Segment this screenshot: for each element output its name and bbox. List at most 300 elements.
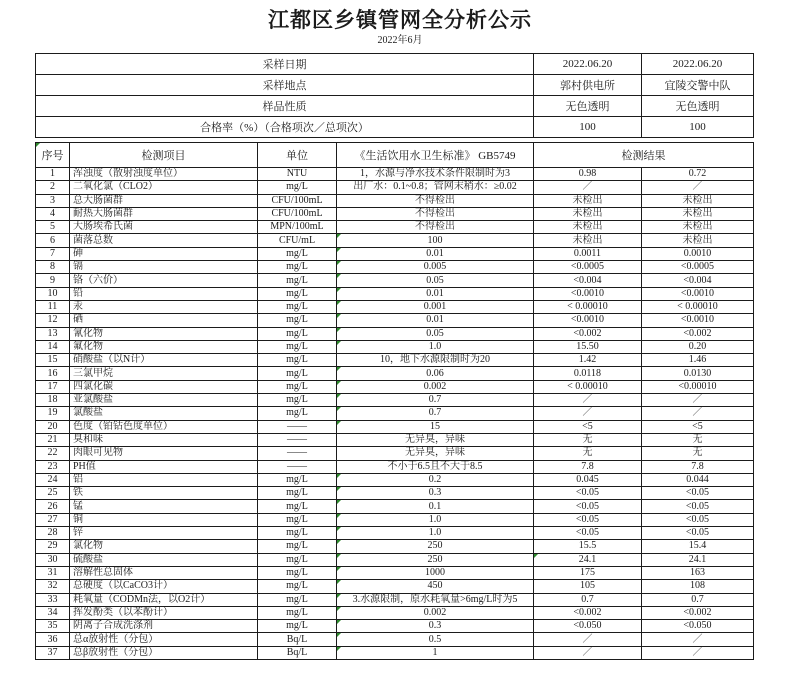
result-location-1 xyxy=(534,234,642,247)
row-number xyxy=(36,261,70,274)
row-number xyxy=(36,593,70,606)
excel-flag-icon xyxy=(337,248,341,252)
table-row xyxy=(36,168,754,181)
unit-value xyxy=(258,287,337,300)
table-row xyxy=(36,274,754,287)
result-location-2 xyxy=(642,221,754,234)
row-number-text: 23 xyxy=(47,460,58,472)
result-location-1 xyxy=(534,620,642,633)
unit-value xyxy=(258,500,337,513)
unit-value xyxy=(258,207,337,220)
result-location-2-text: <0.05 xyxy=(685,513,710,525)
table-row xyxy=(36,340,754,353)
info-value-1: 100 xyxy=(534,117,642,138)
standard-value xyxy=(337,513,534,526)
table-row xyxy=(36,420,754,433)
unit-value-text: mg/L xyxy=(286,553,308,565)
standard-value-text: 0.3 xyxy=(428,487,442,499)
unit-value-text: Bq/L xyxy=(286,646,308,658)
info-label: 采样日期 xyxy=(36,54,534,75)
standard-value-text: 0.5 xyxy=(428,633,442,645)
unit-value xyxy=(258,380,337,393)
row-number xyxy=(36,620,70,633)
excel-flag-icon xyxy=(337,367,341,371)
result-location-2 xyxy=(642,300,754,313)
table-row xyxy=(36,181,754,194)
excel-flag-icon xyxy=(337,607,341,611)
unit-value-text: mg/L xyxy=(286,301,308,313)
item-name-text: 菌落总数 xyxy=(73,234,113,246)
result-location-1 xyxy=(534,207,642,220)
result-location-2-text: 0.7 xyxy=(691,593,704,605)
result-location-2 xyxy=(642,433,754,446)
item-name xyxy=(70,500,258,513)
result-location-2 xyxy=(642,473,754,486)
result-location-1-text: 24.1 xyxy=(578,553,597,565)
result-location-1-text: 15.5 xyxy=(578,540,597,552)
row-number-text: 26 xyxy=(47,500,58,512)
result-location-1 xyxy=(534,553,642,566)
info-value-1: 2022.06.20 xyxy=(534,54,642,75)
unit-value xyxy=(258,168,337,181)
standard-value-text: 不得检出 xyxy=(415,221,455,233)
row-number xyxy=(36,314,70,327)
info-label: 样品性质 xyxy=(36,96,534,117)
result-location-1-text: 未检出 xyxy=(572,234,603,246)
item-name xyxy=(70,327,258,340)
row-number-text: 29 xyxy=(47,540,58,552)
standard-value xyxy=(337,473,534,486)
item-name-text: 肉眼可见物 xyxy=(73,447,123,459)
item-name-text: 挥发酚类（以苯酚计） xyxy=(73,606,173,618)
item-name-text: PH值 xyxy=(73,460,96,472)
standard-value-text: 0.7 xyxy=(428,394,442,406)
result-location-1-text: 无 xyxy=(582,434,593,446)
result-location-1 xyxy=(534,606,642,619)
result-location-2 xyxy=(642,207,754,220)
header-item: 检测项目 xyxy=(70,143,258,168)
result-location-1 xyxy=(534,287,642,300)
info-label: 采样地点 xyxy=(36,75,534,96)
result-location-2-text: <0.002 xyxy=(683,327,712,339)
standard-value xyxy=(337,606,534,619)
result-location-2 xyxy=(642,274,754,287)
result-location-2 xyxy=(642,553,754,566)
result-location-1 xyxy=(534,540,642,553)
standard-value xyxy=(337,300,534,313)
result-location-2 xyxy=(642,327,754,340)
excel-flag-icon xyxy=(36,143,40,147)
result-location-1 xyxy=(534,593,642,606)
result-location-2-text: 无 xyxy=(692,447,703,459)
row-number-text: 4 xyxy=(50,208,55,220)
result-location-1-text: ／ xyxy=(582,181,593,193)
standard-value-text: 0.01 xyxy=(426,247,444,259)
item-name-text: 锰 xyxy=(73,500,83,512)
row-number-text: 13 xyxy=(47,327,58,339)
result-location-1 xyxy=(534,181,642,194)
row-number-text: 21 xyxy=(47,434,58,446)
result-location-2 xyxy=(642,487,754,500)
table-row xyxy=(36,566,754,579)
unit-value-text: mg/L xyxy=(286,394,308,406)
result-location-2 xyxy=(642,314,754,327)
result-location-2 xyxy=(642,394,754,407)
standard-value xyxy=(337,646,534,659)
result-location-1-text: 1.42 xyxy=(578,354,597,366)
results-header-row xyxy=(36,143,754,168)
result-location-1 xyxy=(534,420,642,433)
result-location-2 xyxy=(642,460,754,473)
standard-value-text: 0.01 xyxy=(426,314,444,326)
excel-flag-icon xyxy=(337,381,341,385)
item-name xyxy=(70,473,258,486)
row-number xyxy=(36,633,70,646)
item-name-text: 砷 xyxy=(73,247,83,259)
result-location-1-text: 0.0118 xyxy=(573,367,602,379)
standard-value-text: 出厂水：0.1~0.8；管网末稍水：≥0.02 xyxy=(353,181,517,193)
standard-value-text: 0.01 xyxy=(426,287,444,299)
unit-value xyxy=(258,447,337,460)
result-location-2-text: 163 xyxy=(690,567,705,579)
result-location-2 xyxy=(642,580,754,593)
row-number xyxy=(36,181,70,194)
result-location-1 xyxy=(534,460,642,473)
unit-value xyxy=(258,234,337,247)
unit-value xyxy=(258,394,337,407)
item-name xyxy=(70,593,258,606)
table-row xyxy=(36,593,754,606)
row-number xyxy=(36,540,70,553)
item-name xyxy=(70,527,258,540)
table-row xyxy=(36,580,754,593)
unit-value-text: CFU/100mL xyxy=(271,208,323,220)
standard-value xyxy=(337,314,534,327)
standard-value xyxy=(337,420,534,433)
row-number-text: 18 xyxy=(47,394,58,406)
unit-value-text: mg/L xyxy=(286,274,308,286)
result-location-2-text: <0.05 xyxy=(685,487,710,499)
result-location-2 xyxy=(642,593,754,606)
result-location-2 xyxy=(642,234,754,247)
item-name-text: 大肠埃希氏菌 xyxy=(73,221,133,233)
unit-value xyxy=(258,593,337,606)
results-tbody xyxy=(36,168,754,660)
result-location-1-text: <0.002 xyxy=(573,327,602,339)
result-location-2 xyxy=(642,194,754,207)
row-number-text: 8 xyxy=(50,261,55,273)
table-row xyxy=(36,487,754,500)
standard-value-text: 1 xyxy=(432,646,438,658)
item-name-text: 铝 xyxy=(73,473,83,485)
item-name xyxy=(70,447,258,460)
unit-value xyxy=(258,527,337,540)
excel-flag-icon xyxy=(337,620,341,624)
unit-value xyxy=(258,327,337,340)
result-location-1-text: < 0.00010 xyxy=(567,380,608,392)
result-location-2 xyxy=(642,620,754,633)
unit-value xyxy=(258,300,337,313)
unit-value xyxy=(258,194,337,207)
table-row xyxy=(36,327,754,340)
result-location-1 xyxy=(534,327,642,340)
row-number-text: 15 xyxy=(47,354,58,366)
standard-value-text: 0.002 xyxy=(423,380,447,392)
item-name xyxy=(70,207,258,220)
item-name xyxy=(70,620,258,633)
result-location-2-text: ／ xyxy=(692,394,703,406)
item-name xyxy=(70,234,258,247)
item-name-text: 二氧化氯（CLO2） xyxy=(73,181,158,193)
unit-value xyxy=(258,221,337,234)
standard-value xyxy=(337,433,534,446)
excel-flag-icon xyxy=(534,554,538,558)
result-location-2-text: <0.05 xyxy=(685,500,710,512)
standard-value xyxy=(337,194,534,207)
table-row xyxy=(36,513,754,526)
row-number-text: 14 xyxy=(47,341,58,352)
result-location-2-text: 未检出 xyxy=(682,208,713,220)
excel-flag-icon xyxy=(337,647,341,651)
excel-flag-icon xyxy=(337,328,341,332)
row-number-text: 16 xyxy=(47,367,58,379)
standard-value xyxy=(337,380,534,393)
result-location-2 xyxy=(642,500,754,513)
row-number xyxy=(36,473,70,486)
result-location-2 xyxy=(642,287,754,300)
row-number-text: 1 xyxy=(50,168,55,180)
row-number xyxy=(36,221,70,234)
unit-value-text: mg/L xyxy=(286,327,308,339)
item-name xyxy=(70,394,258,407)
standard-value-text: 0.001 xyxy=(423,301,447,313)
result-location-2 xyxy=(642,168,754,181)
row-number-text: 17 xyxy=(47,380,58,392)
table-row xyxy=(36,540,754,553)
table-row xyxy=(36,527,754,540)
standard-value xyxy=(337,367,534,380)
standard-value-text: 0.2 xyxy=(428,473,442,485)
table-row xyxy=(36,207,754,220)
excel-flag-icon xyxy=(337,394,341,398)
standard-value xyxy=(337,527,534,540)
result-location-1-text: 无 xyxy=(582,447,593,459)
result-location-2-text: 1.46 xyxy=(688,354,707,366)
result-location-2-text: ／ xyxy=(692,646,703,658)
result-location-2-text: 未检出 xyxy=(682,194,713,206)
standard-value xyxy=(337,234,534,247)
result-location-1-text: 7.8 xyxy=(581,460,594,472)
excel-flag-icon xyxy=(337,580,341,584)
row-number-text: 22 xyxy=(47,447,58,459)
standard-value xyxy=(337,354,534,367)
row-number xyxy=(36,287,70,300)
excel-flag-icon xyxy=(337,421,341,425)
result-location-1 xyxy=(534,646,642,659)
unit-value-text: —— xyxy=(287,447,307,459)
result-location-2-text: ／ xyxy=(692,407,703,419)
item-name-text: 溶解性总固体 xyxy=(73,567,133,579)
result-location-1-text: <0.002 xyxy=(573,606,602,618)
info-row-sampling-date xyxy=(36,54,754,75)
table-row xyxy=(36,633,754,646)
unit-value xyxy=(258,407,337,420)
result-location-1-text: ／ xyxy=(582,407,593,419)
excel-flag-icon xyxy=(337,554,341,558)
standard-value-text: 100 xyxy=(427,234,443,246)
result-location-1 xyxy=(534,380,642,393)
standard-value-text: 1000 xyxy=(425,567,445,579)
table-row xyxy=(36,354,754,367)
standard-value xyxy=(337,620,534,633)
excel-flag-icon xyxy=(337,288,341,292)
item-name xyxy=(70,606,258,619)
page-subtitle: 2022年6月 xyxy=(377,35,423,46)
row-number xyxy=(36,553,70,566)
result-location-1 xyxy=(534,447,642,460)
result-location-2-text: <0.050 xyxy=(683,620,712,632)
table-row xyxy=(36,447,754,460)
row-number-text: 19 xyxy=(47,407,58,419)
row-number-text: 31 xyxy=(47,567,58,579)
unit-value-text: —— xyxy=(287,420,307,432)
result-location-2-text: 7.8 xyxy=(691,460,704,472)
unit-value xyxy=(258,247,337,260)
result-location-2-text: <0.0010 xyxy=(680,287,715,299)
row-number-text: 30 xyxy=(47,553,58,565)
table-row xyxy=(36,407,754,420)
standard-value xyxy=(337,553,534,566)
excel-flag-icon xyxy=(337,407,341,411)
unit-value-text: mg/L xyxy=(286,487,308,499)
result-location-2-text: 未检出 xyxy=(682,234,713,246)
standard-value-text: 10，地下水源限制时为20 xyxy=(380,354,490,366)
row-number xyxy=(36,380,70,393)
result-location-2-text: <0.00010 xyxy=(678,380,717,392)
excel-flag-icon xyxy=(337,301,341,305)
standard-value xyxy=(337,261,534,274)
result-location-1 xyxy=(534,580,642,593)
result-location-1 xyxy=(534,367,642,380)
item-name-text: 氰化物 xyxy=(73,327,103,339)
item-name xyxy=(70,367,258,380)
standard-value-text: 无异臭，异味 xyxy=(405,447,465,459)
excel-flag-icon xyxy=(337,500,341,504)
item-name xyxy=(70,194,258,207)
excel-flag-icon xyxy=(337,527,341,531)
result-location-1 xyxy=(534,394,642,407)
table-row xyxy=(36,433,754,446)
row-number-text: 3 xyxy=(50,194,55,206)
result-location-1 xyxy=(534,354,642,367)
result-location-2 xyxy=(642,513,754,526)
item-name xyxy=(70,300,258,313)
result-location-2-text: 15.4 xyxy=(688,540,707,552)
item-name xyxy=(70,487,258,500)
unit-value-text: —— xyxy=(287,460,307,472)
standard-value-text: 1.0 xyxy=(428,341,442,352)
result-location-2-text: ／ xyxy=(692,181,703,193)
row-number-text: 11 xyxy=(47,301,58,313)
table-row xyxy=(36,620,754,633)
result-location-1-text: 0.7 xyxy=(581,593,594,605)
standard-value xyxy=(337,460,534,473)
row-number xyxy=(36,513,70,526)
item-name xyxy=(70,287,258,300)
result-location-2-text: 0.0130 xyxy=(683,367,712,379)
unit-value-text: mg/L xyxy=(286,473,308,485)
unit-value-text: mg/L xyxy=(286,513,308,525)
result-location-1-text: ／ xyxy=(582,394,593,406)
info-value-2: 无色透明 xyxy=(642,96,754,117)
standard-value xyxy=(337,447,534,460)
result-location-2 xyxy=(642,527,754,540)
unit-value-text: mg/L xyxy=(286,407,308,419)
header-no xyxy=(36,143,70,168)
info-value-2: 100 xyxy=(642,117,754,138)
standard-value-text: 0.05 xyxy=(426,327,444,339)
row-number xyxy=(36,394,70,407)
standard-value xyxy=(337,247,534,260)
unit-value xyxy=(258,460,337,473)
item-name xyxy=(70,580,258,593)
unit-value-text: mg/L xyxy=(286,314,308,326)
standard-value-text: 250 xyxy=(427,553,443,565)
table-row xyxy=(36,287,754,300)
item-name-text: 硫酸盐 xyxy=(73,553,103,565)
item-name-text: 铬（六价） xyxy=(73,274,123,286)
row-number xyxy=(36,194,70,207)
standard-value-text: 0.1 xyxy=(428,500,442,512)
info-value-1: 无色透明 xyxy=(534,96,642,117)
unit-value xyxy=(258,606,337,619)
unit-value-text: mg/L xyxy=(286,606,308,618)
item-name xyxy=(70,646,258,659)
result-location-1-text: 15.50 xyxy=(576,341,599,352)
result-location-1-text: <0.0010 xyxy=(570,314,605,326)
item-name xyxy=(70,274,258,287)
item-name-text: 浑浊度（散射浊度单位） xyxy=(73,168,183,180)
item-name xyxy=(70,261,258,274)
result-location-2 xyxy=(642,407,754,420)
row-number xyxy=(36,433,70,446)
result-location-2 xyxy=(642,447,754,460)
standard-value-text: 1.0 xyxy=(428,527,442,539)
item-name-text: 氯化物 xyxy=(73,540,103,552)
result-location-1-text: < 0.00010 xyxy=(567,301,608,313)
unit-value-text: mg/L xyxy=(286,380,308,392)
header-unit: 单位 xyxy=(258,143,337,168)
item-name xyxy=(70,460,258,473)
info-value-2: 宜陵交警中队 xyxy=(642,75,754,96)
result-location-1-text: 105 xyxy=(580,580,595,592)
standard-value xyxy=(337,327,534,340)
result-location-1 xyxy=(534,340,642,353)
item-name-text: 臭和味 xyxy=(73,434,103,446)
row-number xyxy=(36,606,70,619)
row-number-text: 36 xyxy=(47,633,58,645)
item-name xyxy=(70,420,258,433)
unit-value xyxy=(258,340,337,353)
row-number xyxy=(36,580,70,593)
table-row xyxy=(36,261,754,274)
excel-flag-icon xyxy=(337,633,341,637)
item-name-text: 铜 xyxy=(73,513,83,525)
standard-value xyxy=(337,633,534,646)
row-number xyxy=(36,207,70,220)
result-location-2 xyxy=(642,380,754,393)
excel-flag-icon xyxy=(337,567,341,571)
